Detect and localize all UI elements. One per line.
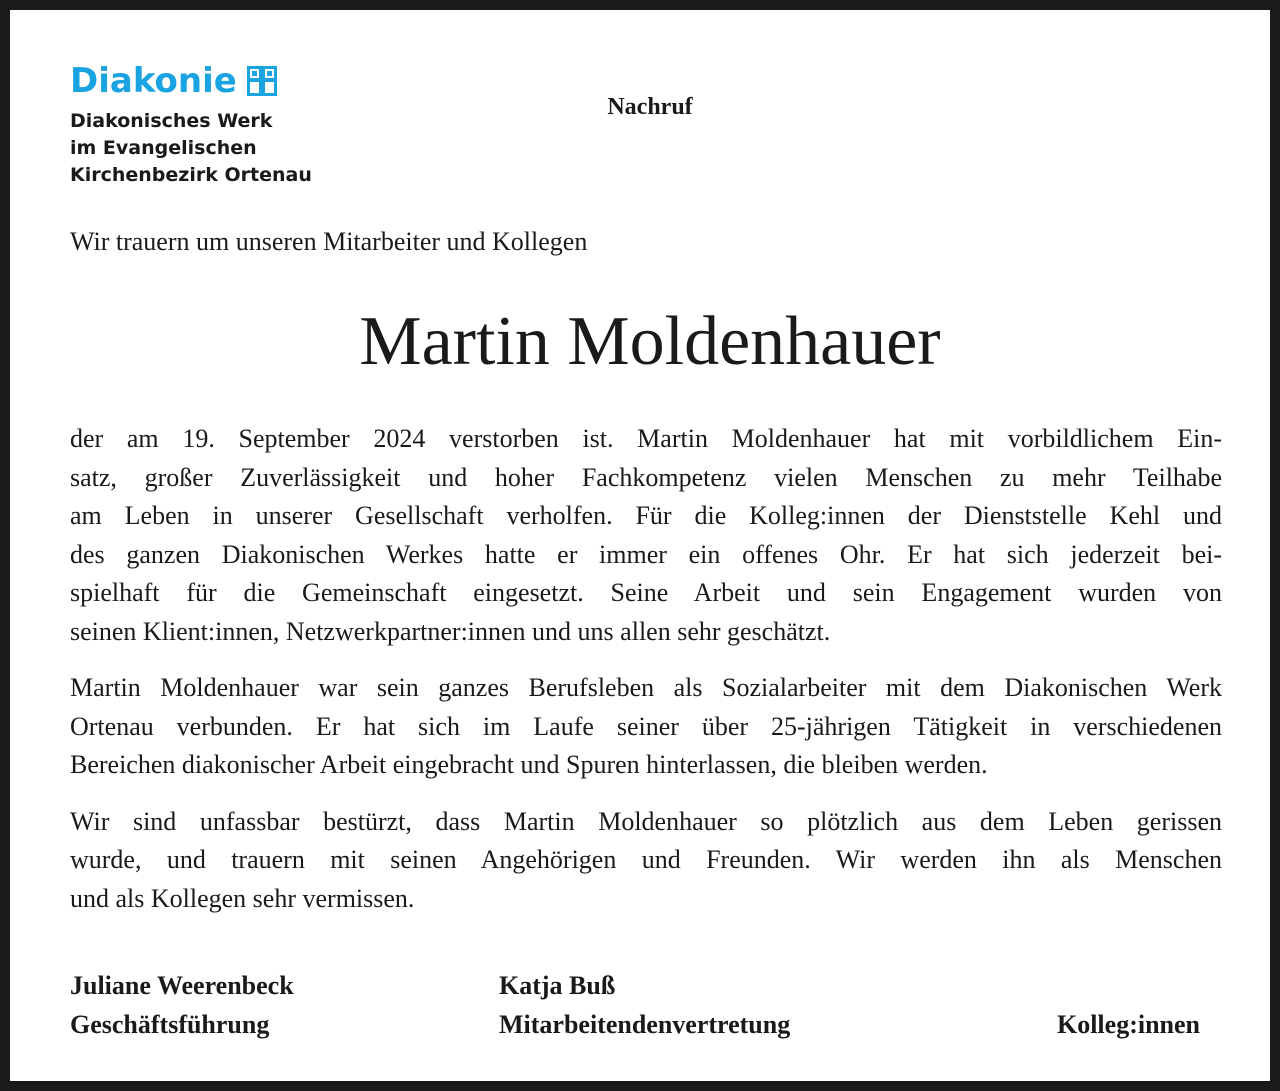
organization-name xyxy=(70,108,312,189)
text-line: des ganzen Diakonischen Werkes hatte er immer ein offenes Ohr. Er hat sich jederzeit bei- xyxy=(70,539,1222,569)
text-line: am Leben in unserer Gesellschaft verholfen. Für die Kolleg:innen der Dienststelle Kehl und xyxy=(70,501,1222,530)
deceased-name: Martin Moldenhauer xyxy=(359,303,941,380)
signature-colleagues xyxy=(1057,1005,1200,1044)
text-line: seinen Klient:innen, Netzwerkpartner:innen und uns allen sehr geschätzt. xyxy=(70,616,831,646)
paragraph xyxy=(70,669,1222,785)
paragraph xyxy=(70,803,1222,919)
text-line: wurde, und trauern mit seinen Angehörigen und Freunden. Wir werden ihn als Menschen xyxy=(70,845,1222,874)
organization-line: Kirchenbezirk Ortenau xyxy=(70,164,312,186)
notice-body xyxy=(70,420,1222,918)
signature-role: Mitarbeitendenvertretung xyxy=(499,1010,791,1039)
diakonie-cross-icon xyxy=(247,66,277,96)
text-line: Ortenau verbunden. Er hat sich im Laufe seiner über 25-jährigen Tätigkeit in verschiedenen xyxy=(70,711,1222,741)
signature-management xyxy=(70,966,294,1044)
signature-name: Katja Buß xyxy=(499,971,616,1000)
text-line: der am 19. September 2024 verstorben ist. Martin Moldenhauer hat mit vorbildlichem Ein- xyxy=(70,424,1222,453)
text-line: und als Kollegen sehr vermissen. xyxy=(70,883,415,913)
notice-heading: Nachruf xyxy=(607,94,693,120)
organization-line: Diakonisches Werk xyxy=(70,110,273,132)
logo-wordmark: Diakonie xyxy=(70,61,237,101)
signature-staff-council xyxy=(499,966,790,1044)
signature-name: Juliane Weerenbeck xyxy=(70,971,294,1000)
paragraph xyxy=(70,420,1222,651)
diakonie-logo xyxy=(70,62,312,189)
organization-line: im Evangelischen xyxy=(70,137,257,159)
signature-role: Geschäftsführung xyxy=(70,1010,270,1039)
text-line: spielhaft für die Gemeinschaft eingesetzt. Seine Arbeit und sein Engagement wurden von xyxy=(70,578,1222,607)
text-line: satz, großer Zuverlässigkeit und hoher Fachkompetenz vielen Menschen zu mehr Teilhabe xyxy=(70,462,1222,492)
intro-text: Wir trauern um unseren Mitarbeiter und Kollegen xyxy=(70,227,588,256)
text-line: Martin Moldenhauer war sein ganzes Berufsleben als Sozialarbeiter mit dem Diakonischen Werk xyxy=(70,673,1222,702)
text-line: Wir sind unfassbar bestürzt, dass Martin Moldenhauer so plötzlich aus dem Leben gerissen xyxy=(70,806,1222,836)
signature-role: Kolleg:innen xyxy=(1056,1010,1200,1039)
text-line: Bereichen diakonischer Arbeit eingebracht und Spuren hinterlassen, die bleiben werden. xyxy=(70,750,988,779)
